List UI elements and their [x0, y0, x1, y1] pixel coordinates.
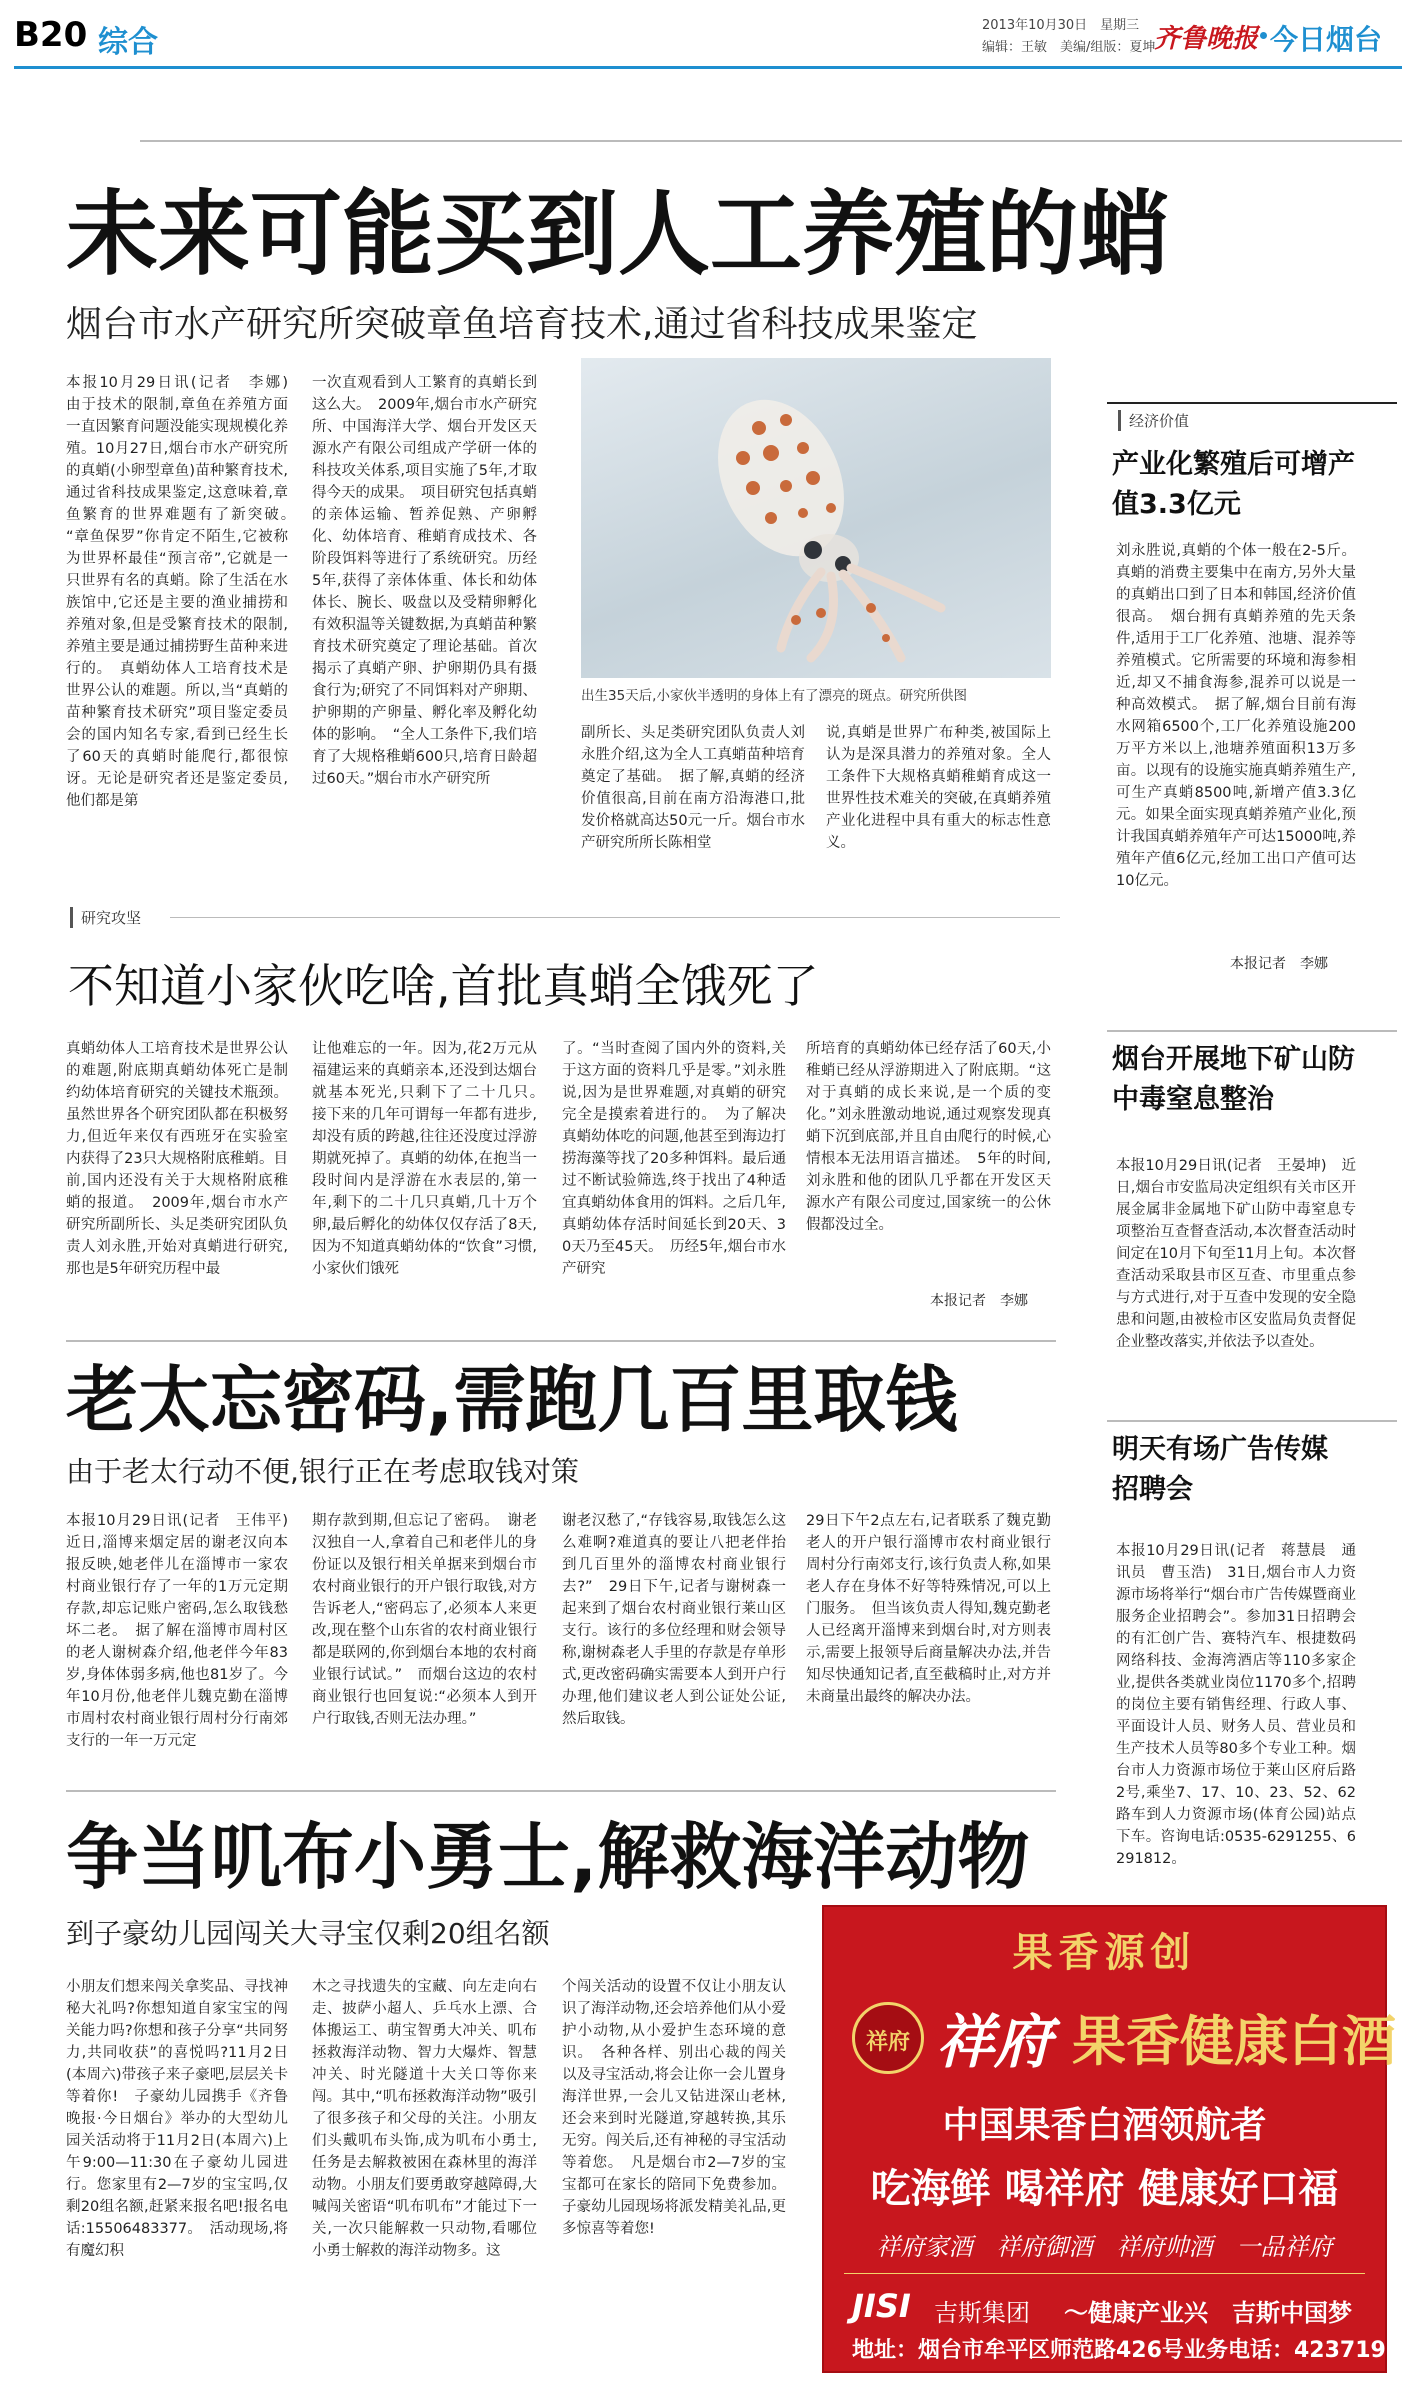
- sidebar3-top-rule: [1107, 1420, 1397, 1422]
- story2-title: 不知道小家伙吃啥,首批真蛸全饿死了: [68, 959, 819, 1013]
- sidebar2-title: 烟台开展地下矿山防中毒窒息整治: [1112, 1044, 1355, 1115]
- ad-group-logo-icon: JISI: [852, 2287, 911, 2325]
- ad-top-text: 果香源创: [1012, 1929, 1197, 1976]
- story2-tag: 研究攻坚: [70, 907, 141, 928]
- page-number: B20: [14, 15, 88, 55]
- story3-subtitle: 由于老太行动不便,银行正在考虑取钱对策: [66, 1455, 579, 1488]
- story4-col2: 木之寻找遗失的宝藏、向左走向右走、披萨小超人、乒乓水上漂、合体搬运工、萌宝智勇大冲关、叽布拯救海洋动物、智力大爆炸、智慧冲关、时光隧道十大关口等你来闯。其中,“叽布拯救海洋动物”吸引了很多孩子和父母的关注。小朋友们头戴叽布头饰,成为叽布小勇士,任务是去解救被困在森林里的海洋动物。小朋友们要勇敢穿越障碍,大喊闯关密语“叽布叽布”才能过下一关,一次只能解救一只动物,看哪位小勇士解救的海洋动物多。这: [312, 1979, 537, 2259]
- story2-col2: 让他难忘的一年。因为,花2万元从福建运来的真蛸亲本,还没到达烟台就基本死光,只剩下了二十几只。 接下来的几年可谓每一年都有进步,却没有质的跨越,往往还没度过浮游期就死掉了。真蛸的幼体,在抱当一段时间内是浮游在水表层的,第一年,剩下的二十几只真蛸,几十万个卵,最后孵化的幼体仅仅存活了8天,因为不知道真蛸幼体的“饮食”习惯,小家伙们饿死: [312, 1041, 552, 1277]
- ad-phone: 业务电话：4237199: [1184, 2338, 1402, 2363]
- story2-tag-rule: [170, 917, 1060, 918]
- header-date: 2013年10月30日 星期三: [982, 18, 1140, 33]
- ad-slogan1: 中国果香白酒领航者: [942, 2104, 1267, 2146]
- header-editors: 编辑：王敏 美编/组版：夏坤: [982, 40, 1156, 55]
- story3-col2: 期存款到期,但忘记了密码。 谢老汉独自一人,拿着自己和老伴儿的身份证以及银行相关单据来到烟台市农村商业银行的开户银行取钱,对方告诉老人,“密码忘了,必须本人来更改,现在整个山东省的农村商业银行都是联网的,你到烟台本地的农村商业银行试试。” 而烟台这边的农村商业银行也回复说:“必须本人到开户行取钱,否则无法办理。”: [312, 1513, 537, 1727]
- ad-product: 果香健康白酒: [1072, 2010, 1396, 2073]
- sidebar2-top-rule: [1107, 1030, 1397, 1032]
- liquor-ad[interactable]: [822, 1905, 1402, 2373]
- story1-col3: 副所长、头足类研究团队负责人刘永胜介绍,这为全人工真蛸苗种培育奠定了基础。 据了解,真蛸的经济价值很高,目前在南方沿海港口,批发价格就高达50元一斤。烟台市水产研究所所长陈相堂: [581, 725, 805, 851]
- sidebar3-title: 明天有场广告传媒招聘会: [1112, 1434, 1328, 1505]
- ad-slogan2: 吃海鲜 喝祥府 健康好口福: [870, 2166, 1339, 2212]
- ad-divider: [844, 2273, 1365, 2274]
- ad-motto: ～健康产业兴 吉斯中国梦: [1064, 2299, 1352, 2327]
- section-name: 综合: [98, 25, 158, 60]
- story4-col3: 个闯关活动的设置不仅让小朋友认识了海洋动物,还会培养他们从小爱护小动物,从小爱护生态环境的意识。 各种各样、别出心裁的闯关以及寻宝活动,将会让你一会儿置身海洋世界,一会儿又钻进深山老林,还会来到时光隧道,穿越转换,其乐无穷。闯关后,还有神秘的寻宝活动等着您。 凡是烟台市2—7岁的宝宝都可在家长的陪同下免费参加。子豪幼儿园现场将派发精美礼品,更多惊喜等着您!: [562, 1979, 786, 2237]
- story1-title: 未来可能买到人工养殖的蛸: [66, 181, 1171, 288]
- ad-address: 地址：烟台市牟平区师范路426号: [852, 2338, 1184, 2363]
- story1-subtitle: 烟台市水产研究所突破章鱼培育技术,通过省科技成果鉴定: [66, 304, 978, 345]
- ad-seal: [852, 2002, 924, 2074]
- sidebar1-title: 产业化繁殖后可增产值3.3亿元: [1112, 449, 1355, 520]
- story2-byline: 本报记者 李娜: [930, 1293, 1028, 1309]
- story4-top-rule: [66, 1790, 1056, 1792]
- brand-dot: [1260, 32, 1267, 39]
- ad-seal-text: 祥府: [865, 2030, 910, 2055]
- edition-name: 今日烟台: [1270, 23, 1383, 56]
- story3-col3: 谢老汉愁了,“存钱容易,取钱怎么这么难啊?难道真的要让八把老伴抬到几百里外的淄博农村商业银行去?” 29日下午,记者与谢树森一起来到了烟台农村商业银行莱山区支行。该行的多位经理和财会领导称,谢树森老人手里的存款是存单形式,更改密码确实需要本人到开户行办理,他们建议老人到公证处公证,然后取钱。: [562, 1513, 786, 1727]
- story1-col2: 一次直观看到人工繁育的真蛸长到这么大。 2009年,烟台市水产研究所、中国海洋大学、烟台开发区天源水产有限公司组成产学研一体的科技攻关体系,项目实施了5年,才取得今天的成果。 项目研究包括真蛸的亲体运输、暂养促熟、产卵孵化、幼体培育、稚蛸育成技术、各阶段饵料等进行了系统研究。历经5年,获得了亲体体重、体长和幼体体长、腕长、吸盘以及受精卵孵化有效积温等关键数据,为真蛸苗种繁育技术研究奠定了理论基础。首次揭示了真蛸产卵、护卵期仍具有摄食行为;研究了不同饵料对产卵期、护卵期的产卵量、孵化率及孵化幼体的影响。 “全人工条件下,我们培育了大规格稚蛸600只,培育日龄超过60天。”烟台市水产研究所: [312, 375, 537, 787]
- story3-title: 老太忘密码,需跑几百里取钱: [66, 1358, 958, 1442]
- story3-top-rule: [66, 1340, 1056, 1342]
- header-rule: [14, 66, 1402, 69]
- story2-col1: 真蛸幼体人工培育技术是世界公认的难题,附底期真蛸幼体死亡是制约幼体培育研究的关键技术瓶颈。虽然世界各个研究团队都在积极努力,但近年来仅有西班牙在实验室内获得了23只大规格附底稚蛸。目前,国内还没有关于大规格附底稚蛸的报道。 2009年,烟台市水产研究所副所长、头足类研究团队负责人刘永胜,开始对真蛸进行研究,那也是5年研究历程中最: [66, 1041, 288, 1277]
- sidebar1-body: 刘永胜说,真蛸的个体一般在2-5斤。真蛸的消费主要集中在南方,另外大量的真蛸出口到了日本和韩国,经济价值很高。 烟台拥有真蛸养殖的先天条件,适用于工厂化养殖、池塘、混养等养殖模式。它所需要的环境和海参相近,却又不捕食海参,混养可以说是一种高效模式。 据了解,烟台目前有海水网箱6500个,工厂化养殖设施200万平方米以上,池塘养殖面积13万多亩。以现有的设施实施真蛸养殖生产,可生产真蛸8500吨,新增产值3.3亿元。如果全面实现真蛸养殖产业化,预计我国真蛸养殖年产可达15000吨,养殖年产值6亿元,经加工出口产值可达10亿元。: [1116, 543, 1356, 889]
- ad-sub-brands: 祥府家酒 祥府御酒 祥府帅酒 一品祥府: [876, 2233, 1333, 2261]
- sidebar1-top-rule: [1107, 402, 1397, 404]
- sidebar3-body: 本报10月29日讯(记者 蒋慧晨 通讯员 曹玉浩) 31日,烟台市人力资源市场将举行“烟台市广告传媒暨商业服务企业招聘会”。参加31日招聘会的有汇创广告、赛特汽车、根捷数码网络科技、金海湾酒店等110多家企业,提供各类就业岗位1170多个,招聘的岗位主要有销售经理、行政人事、平面设计人员、财务人员、营业员和生产技术人员等80多个专业工种。烟台市人力资源市场位于莱山区府后路2号,乘坐7、17、10、23、52、62路车到人力资源市场(体育公园)站点下车。咨询电话:0535-6291255、6291812。: [1116, 1543, 1356, 1867]
- ad-brand: 祥府: [936, 2008, 1053, 2076]
- story1-col4: 说,真蛸是世界广布种类,被国际上认为是深具潜力的养殖对象。全人工条件下大规格真蛸稚蛸育成这一世界性技术难关的突破,在真蛸养殖产业化进程中具有重大的标志性意义。: [826, 725, 1051, 851]
- ad-group: 吉斯集团: [934, 2299, 1030, 2327]
- story3-col4: 29日下午2点左右,记者联系了魏克勤老人的开户银行淄博市农村商业银行周村分行南郊支行,该行负责人称,如果老人存在身体不好等特殊情况,可以上门服务。 但当该负责人得知,魏克勤老人已经离开淄博来到烟台时,对方则表示,需要上报领导后商量解决办法,并告知尽快通知记者,直至截稿时止,对方并未商量出最终的解决办法。: [806, 1513, 1051, 1705]
- sidebar1-byline: 本报记者 李娜: [1230, 956, 1328, 972]
- story2-col4: 所培育的真蛸幼体已经存活了60天,小稚蛸已经从浮游期进入了附底期。“这对于真蛸的成长来说,是一个质的变化。”刘永胜激动地说,通过观察发现真蛸下沉到底部,并且自由爬行的时候,心情根本无法用语言描述。 5年的时间,刘永胜和他的团队几乎都在开发区天源水产有限公司度过,国家统一的公休假都没过全。: [806, 1041, 1051, 1233]
- story4-subtitle: 到子豪幼儿园闯关大寻宝仅剩20组名额: [66, 1917, 550, 1950]
- page-header: [0, 0, 1417, 70]
- story1-photo-caption: 出生35天后,小家伙半透明的身体上有了漂亮的斑点。研究所供图: [581, 688, 967, 704]
- story1-photo: [581, 358, 1051, 678]
- story2-col3: 了。“当时查阅了国内外的资料,关于这方面的资料几乎是零。”刘永胜说,因为是世界难题,对真蛸的研究完全是摸索着进行的。 为了解决真蛸幼体吃的问题,他甚至到海边打捞海藻等找了20多种饵料。最后通过不断试验筛选,终于找出了4种适宜真蛸幼体食用的饵料。之后几年,真蛸幼体存活时间延长到20天、30天乃至45天。 历经5年,烟台市水产研究: [562, 1041, 786, 1277]
- story1-col1: 本报10月29日讯(记者 李娜) 由于技术的限制,章鱼在养殖方面一直因繁育问题没能实现规模化养殖。10月27日,烟台市水产研究所的真蛸(小卵型章鱼)苗种繁育技术,通过省科技成果鉴定,这意味着,章鱼繁育的世界难题有了新突破。 “章鱼保罗”你肯定不陌生,它被称为世界杯最佳“预言帝”,它就是一只世界有名的真蛸。除了生活在水族馆中,它还是主要的渔业捕捞和养殖对象,但是受繁育技术的限制,养殖主要是通过捕捞野生苗种来进行的。 真蛸幼体人工培育技术是世界公认的难题。所以,当“真蛸的苗种繁育技术研究”项目鉴定委员会的国内知名专家,看到已经生长了60天的真蛸时能爬行,都很惊讶。无论是研究者还是鉴定委员,他们都是第: [66, 375, 303, 809]
- sidebar2-body: 本报10月29日讯(记者 王晏坤) 近日,烟台市安监局决定组织有关市区开展金属非金属地下矿山防中毒窒息专项整治互查督查活动,本次督查活动时间定在10月下旬至11月上旬。本次督查活动采取县市区互查、市里重点参与方式进行,对于互查中发现的安全隐患和问题,由被检市区安监局负责督促企业整改落实,并依法予以查处。: [1116, 1158, 1356, 1350]
- story4-col1: 小朋友们想来闯关拿奖品、寻找神秘大礼吗?你想知道自家宝宝的闯关能力吗?你想和孩子分享“共同努力,共同收获”的喜悦吗?11月2日(本周六)带孩子来子豪吧,层层关卡等着你! 子豪幼儿园携手《齐鲁晚报·今日烟台》举办的大型幼儿园关活动将于11月2日(本周六)上午9:00—11:30在子豪幼儿园进行。您家里有2—7岁的宝宝吗,仅剩20组名额,赶紧来报名吧!报名电话:15506483377。 活动现场,将有魔幻积: [66, 1979, 288, 2259]
- story1-top-rule: [140, 140, 1402, 142]
- story4-title: 争当叽布小勇士,解救海洋动物: [66, 1815, 1030, 1899]
- brand-logo: 齐鲁晚报: [1154, 24, 1259, 54]
- octopus-illustration: [581, 358, 1051, 678]
- story3-col1: 本报10月29日讯(记者 王伟平) 近日,淄博来烟定居的谢老汉向本报反映,她老伴儿在淄博市一家农村商业银行存了一年的1万元定期存款,却忘记账户密码,怎么取钱愁坏二老。 据了解在淄博市周村区的老人谢树森介绍,他老伴今年83岁,身体体弱多病,他也81岁了。今年10月份,他老伴儿魏克勤在淄博市周村农村商业银行周村分行南郊支行的一年一万元定: [66, 1513, 303, 1749]
- sidebar1-tag: 经济价值: [1118, 410, 1189, 431]
